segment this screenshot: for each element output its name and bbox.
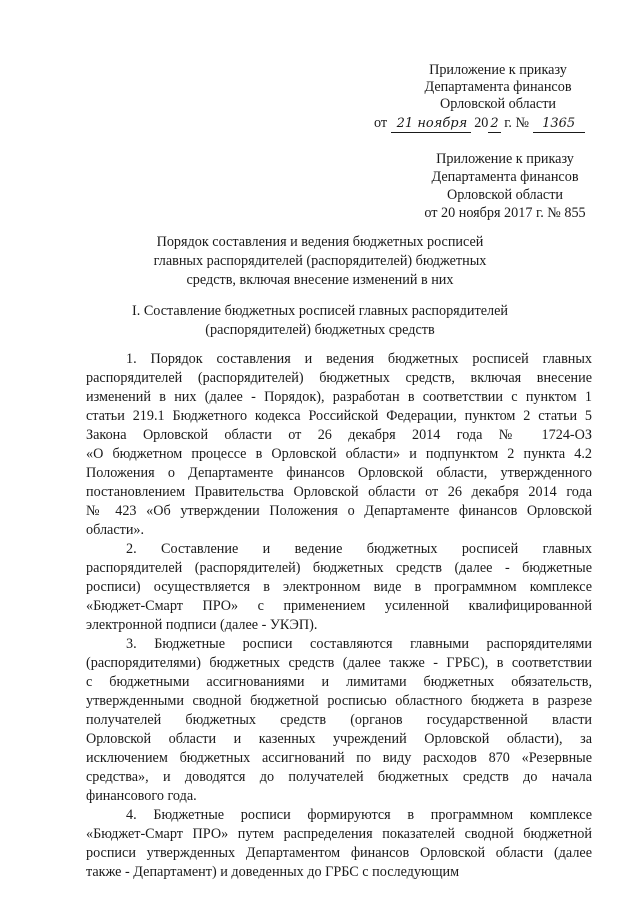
section-line: I. Составление бюджетных росписей главных распорядителей — [132, 303, 508, 319]
paragraph-line: № 423 «Об утверждении Положения о Департаменте финансов Орловской — [86, 503, 592, 519]
paragraph-line: исключением бюджетных ассигнований по виду расходов 870 «Резервные — [86, 750, 592, 766]
paragraph-line: постановлением Правительства Орловской области от 26 декабря 2014 года — [86, 484, 592, 500]
year-suffix: г. № — [504, 115, 530, 131]
paragraph-line: «О бюджетном процессе в Орловской области» и подпунктом 2 пункта 4.2 — [86, 446, 592, 462]
paragraph-line: «Бюджет-Смарт ПРО» с применением усиленной квалифицированной — [86, 598, 592, 614]
paragraph-line: Положения о Департаменте финансов Орловской области, утвержденного — [86, 465, 592, 481]
date-prefix: от — [374, 115, 388, 131]
paragraph-line: распорядителей (распорядителей) бюджетных средств, включая внесение — [86, 370, 592, 386]
document-body — [86, 350, 592, 882]
paragraph-line: с бюджетными ассигнованиями и лимитами бюджетных обязательств, — [86, 674, 592, 690]
paragraph-line: росписи) осуществляется в электронном виде в программном комплексе — [86, 579, 592, 595]
paragraph-line: статьи 219.1 Бюджетного кодекса Российской Федерации, пунктом 2 статьи 5 — [86, 408, 592, 424]
approval-date-line — [368, 115, 628, 133]
paragraph-line: 2. Составление и ведение бюджетных росписей главных — [126, 541, 592, 557]
paragraph-line: электронной подписи (далее - УКЭП). — [86, 617, 318, 633]
paragraph-line: 4. Бюджетные росписи формируются в программном комплексе — [126, 807, 592, 823]
paragraph-line: изменений в них (далее - Порядок), разработан в соответствии с пунктом 1 — [86, 389, 592, 405]
handwritten-number: 1365 — [533, 115, 585, 133]
title-line: главных распорядителей (распорядителей) бюджетных — [153, 253, 487, 269]
paragraph-line: финансового года. — [86, 788, 197, 804]
paragraph-line: 3. Бюджетные росписи составляются главными распорядителями — [126, 636, 592, 652]
approval2-line: Департамента финансов — [431, 169, 579, 185]
paragraph-line: (распорядителями) бюджетных средств (далее также - ГРБС), в соответствии — [86, 655, 592, 671]
previous-approval-block — [400, 150, 610, 222]
paragraph-line: 1. Порядок составления и ведения бюджетных росписей главных — [126, 351, 592, 367]
approval2-line: Приложение к приказу — [436, 151, 574, 167]
handwritten-year-digit: 2 — [490, 116, 499, 131]
section-line: (распорядителей) бюджетных средств — [205, 322, 435, 338]
handwritten-day: 21 ноября — [391, 115, 471, 133]
year-prefix: 20 — [474, 115, 489, 131]
approval-line: Орловской области — [439, 96, 557, 112]
paragraph-line: средства», и доводятся до получателей бюджетных средств до начала — [86, 769, 592, 785]
paragraph — [86, 540, 592, 635]
document-title — [130, 233, 510, 290]
title-line: Порядок составления и ведения бюджетных росписей — [156, 234, 484, 250]
approval-line: Департамента финансов — [424, 79, 572, 95]
title-line: средств, включая внесение изменений в них — [186, 272, 454, 288]
paragraph-line: области». — [86, 522, 145, 538]
paragraph-line: распорядителей (распорядителей) бюджетных средств (далее - бюджетные — [86, 560, 592, 576]
approval2-line: от 20 ноября 2017 г. № 855 — [424, 205, 586, 221]
approval-line: Приложение к приказу — [429, 62, 567, 78]
approval-block — [368, 62, 628, 133]
section-heading — [120, 302, 520, 340]
paragraph-line: утвержденными сводной бюджетной росписью областного бюджета в разрезе — [86, 693, 592, 709]
approval2-line: Орловской области — [446, 187, 564, 203]
paragraph-line: Орловской области и казенных учреждений Орловской области), за — [86, 731, 592, 747]
paragraph-line: также - Департамент) и доведенных до ГРБС с последующим — [86, 864, 460, 880]
paragraph — [86, 635, 592, 806]
paragraph — [86, 806, 592, 882]
paragraph-line: Закона Орловской области от 26 декабря 2014 года № 1724-ОЗ — [86, 427, 592, 443]
paragraph-line: получателей бюджетных средств (органов государственной власти — [86, 712, 592, 728]
paragraph-line: «Бюджет-Смарт ПРО» путем распределения показателей сводной бюджетной — [86, 826, 592, 842]
paragraph-line: росписи утвержденных Департаментом финансов Орловской области (далее — [86, 845, 592, 861]
paragraph — [86, 350, 592, 540]
